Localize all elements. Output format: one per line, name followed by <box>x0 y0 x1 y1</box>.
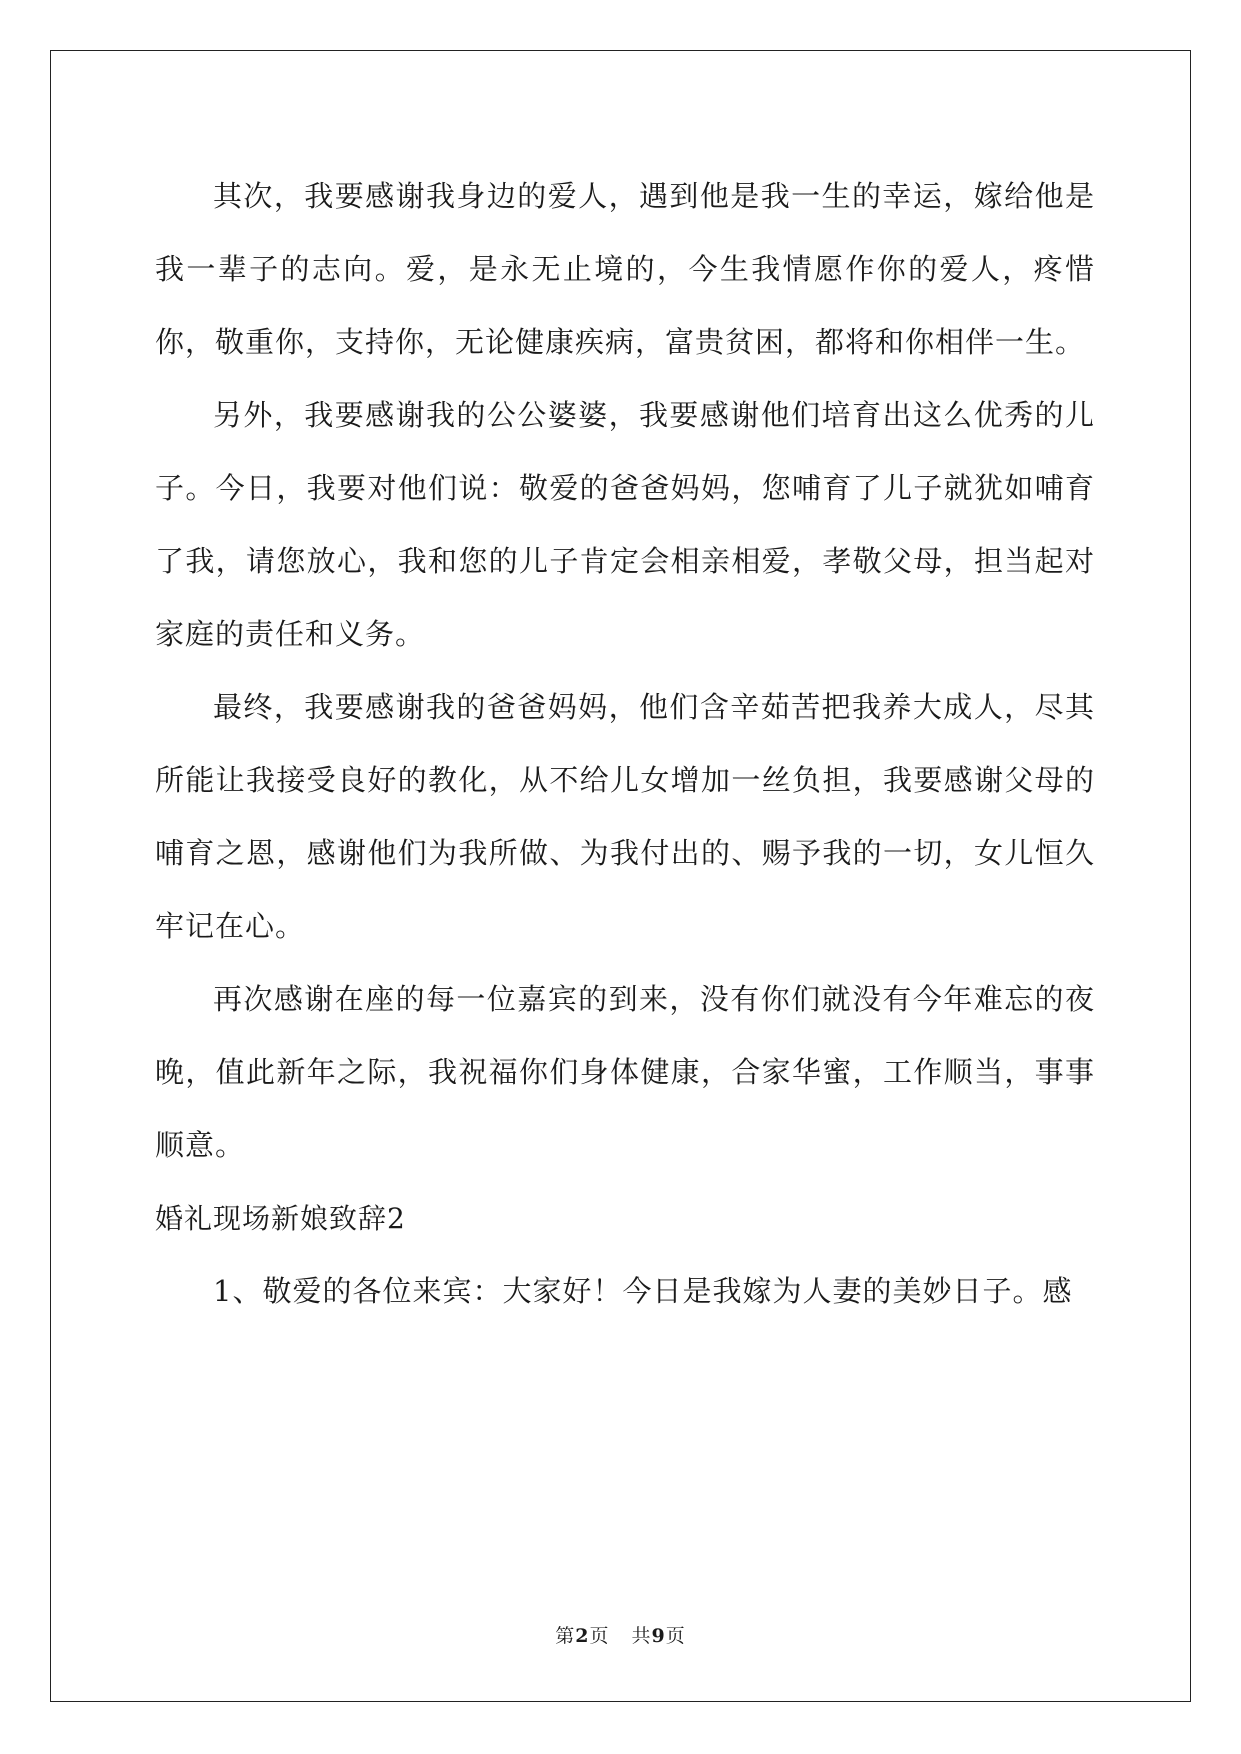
paragraph-in-laws: 另外，我要感谢我的公公婆婆，我要感谢他们培育出这么优秀的儿子。今日，我要对他们说：敬爱的爸爸妈妈，您哺育了儿子就犹如哺育了我，请您放心，我和您的儿子肯定会相亲相爱，孝敬父母，担当起对家庭的责任和义务。 <box>155 398 1095 651</box>
page-footer <box>0 1621 1241 1648</box>
footer-prefix: 第 <box>555 1625 576 1647</box>
paragraph-guests: 再次感谢在座的每一位嘉宾的到来，没有你们就没有今年难忘的夜晚，值此新年之际，我祝福你们身体健康，合家华蜜，工作顺当，事事顺意。 <box>155 982 1095 1162</box>
footer-total-prefix: 共 <box>631 1625 652 1647</box>
footer-total-pages: 9 <box>651 1625 666 1647</box>
paragraph-spouse: 其次，我要感谢我身边的爱人，遇到他是我一生的幸运，嫁给他是我一辈子的志向。爱，是永无止境的，今生我情愿作你的爱人，疼惜你，敬重你，支持你，无论健康疾病，富贵贫困，都将和你相伴一生。 <box>155 179 1095 359</box>
document-body <box>155 160 1095 1328</box>
paragraph-parents: 最终，我要感谢我的爸爸妈妈，他们含辛茹苦把我养大成人，尽其所能让我接受良好的教化，从不给儿女增加一丝负担，我要感谢父母的哺育之恩，感谢他们为我所做、为我付出的、赐予我的一切，女儿恒久牢记在心。 <box>155 690 1095 943</box>
section-heading: 婚礼现场新娘致辞2 <box>155 1202 406 1235</box>
footer-page-suffix: 页 <box>589 1625 610 1647</box>
footer-page-number: 2 <box>575 1625 590 1647</box>
footer-total-suffix: 页 <box>665 1625 686 1647</box>
paragraph-speech-start: 1、敬爱的各位来宾：大家好！今日是我嫁为人妻的美妙日子。感 <box>213 1274 1073 1308</box>
